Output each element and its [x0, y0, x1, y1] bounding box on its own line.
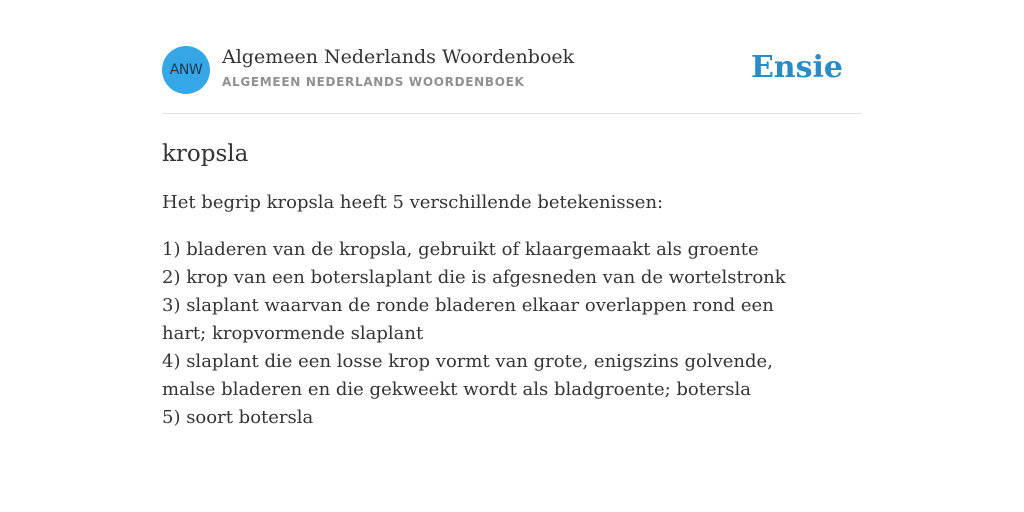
meaning-item: 5) soort botersla: [162, 407, 314, 428]
meaning-item: 4) slaplant die een losse krop vormt van grote, enigszins golvende, malse bladeren en die gekweekt wordt als bladgroente; botersla: [162, 351, 773, 400]
ensie-brand-logo[interactable]: Ensie: [750, 50, 843, 85]
entry-term: kropsla: [162, 141, 249, 167]
meaning-item: 3) slaplant waarvan de ronde bladeren elkaar overlappen rond een hart; kropvormende slaplant: [162, 295, 774, 344]
source-title[interactable]: Algemeen Nederlands Woordenboek: [222, 46, 575, 68]
meanings-list: [162, 236, 802, 432]
entry-intro: Het begrip kropsla heeft 5 verschillende betekenissen:: [162, 192, 664, 213]
meaning-item: 1) bladeren van de kropsla, gebruikt of klaargemaakt als groente: [162, 239, 759, 260]
definition-card: [162, 46, 862, 432]
meaning-item: 2) krop van een boterslaplant die is afgesneden van de wortelstronk: [162, 267, 786, 288]
source-header: [162, 46, 862, 114]
anw-logo[interactable]: [162, 46, 210, 94]
logo-text: ANW: [169, 62, 203, 78]
source-subtitle: ALGEMEEN NEDERLANDS WOORDENBOEK: [222, 75, 525, 89]
